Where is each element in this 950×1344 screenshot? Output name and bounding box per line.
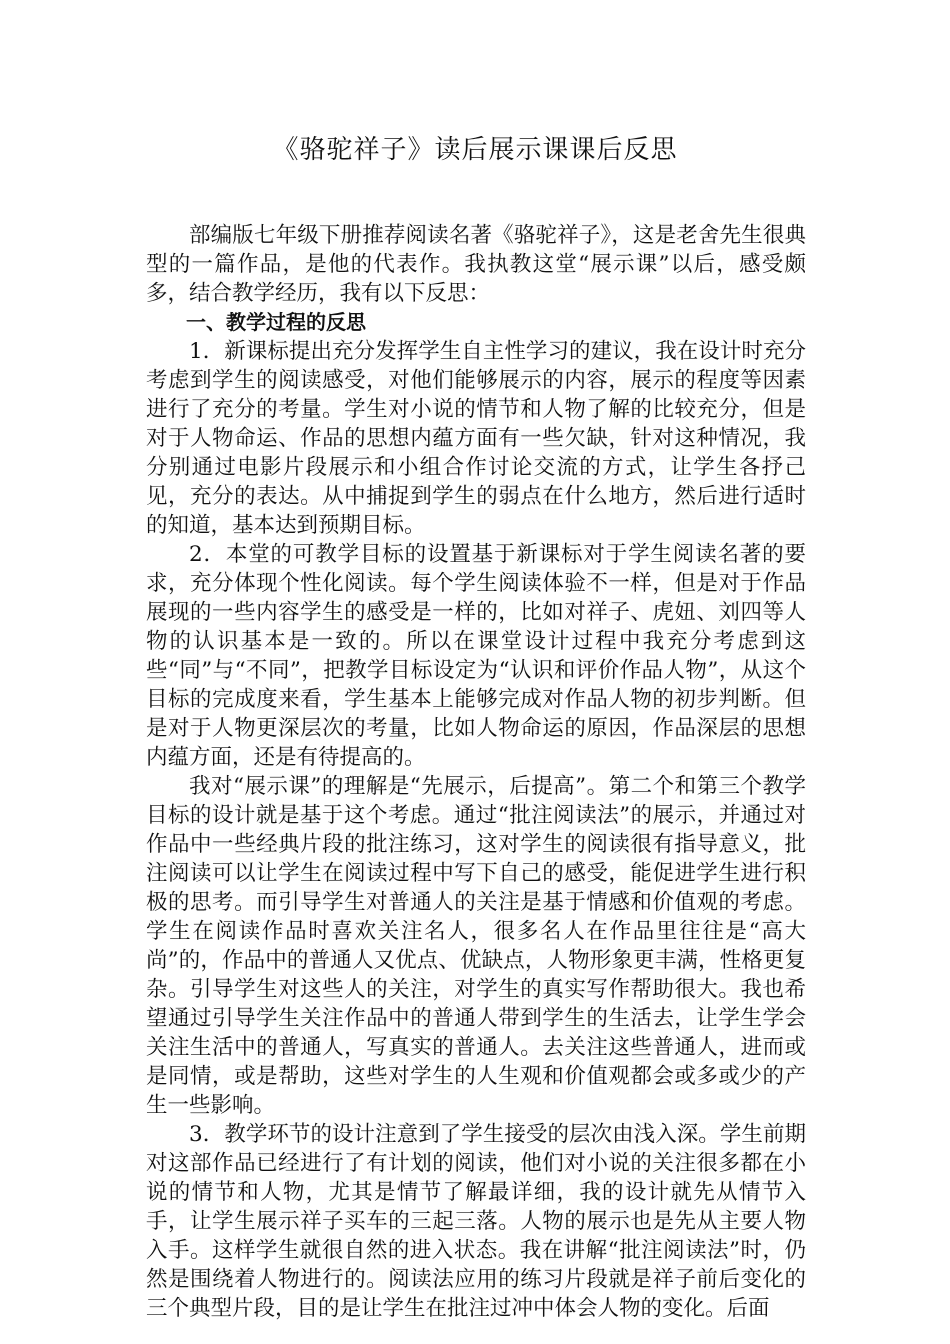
intro-paragraph: 部编版七年级下册推荐阅读名著《骆驼祥子》，这是老舍先生很典型的一篇作品，是他的代表作。我执教这堂“展示课”以后，感受颇多，结合教学经历，我有以下反思： <box>146 223 806 306</box>
section-heading: 一、教学过程的反思 <box>186 310 366 334</box>
body-paragraph-2: 2．本堂的可教学目标的设置基于新课标对于学生阅读名著的要求，充分体现个性化阅读。每个学生阅读体验不一样，但是对于作品展现的一些内容学生的感受是一样的，比如对祥子、虎妞、刘四等人物的认识基本是一致的。所以在课堂设计过程中我充分考虑到这些“同”与“不同”，把教学目标设定为“认识和评价作品人物”，从这个目标的完成度来看，学生基本上能够完成对作品人物的初步判断。但是对于人物更深层次的考量，比如人物命运的原因，作品深层的思想内蕴方面，还是有待提高的。 <box>146 542 806 770</box>
body-paragraph-1: 1．新课标提出充分发挥学生自主性学习的建议，我在设计时充分考虑到学生的阅读感受，对他们能够展示的内容，展示的程度等因素进行了充分的考量。学生对小说的情节和人物了解的比较充分，但是对于人物命运、作品的思想内蕴方面有一些欠缺，针对这种情况，我分别通过电影片段展示和小组合作讨论交流的方式，让学生各抒己见，充分的表达。从中捕捉到学生的弱点在什么地方，然后进行适时的知道，基本达到预期目标。 <box>146 339 806 538</box>
body-paragraph-4: 3．教学环节的设计注意到了学生接受的层次由浅入深。学生前期对这部作品已经进行了有计划的阅读，他们对小说的关注很多都在小说的情节和人物，尤其是情节了解最详细，我的设计就先从情节入手，让学生展示祥子买车的三起三落。人物的展示也是先从主要人物入手。这样学生就很自然的进入状态。我在讲解“批注阅读法”时，仍然是围绕着人物进行的。阅读法应用的练习片段就是祥子前后变化的三个典型片段，目的是让学生在批注过冲中体会人物的变化。后面 <box>146 1122 806 1321</box>
document-body <box>146 221 806 1323</box>
document-title: 《骆驼祥子》读后展示课课后反思 <box>272 135 678 165</box>
body-paragraph-3: 我对“展示课”的理解是“先展示，后提高”。第二个和第三个教学目标的设计就是基于这个考虑。通过“批注阅读法”的展示，并通过对作品中一些经典片段的批注练习，这对学生的阅读很有指导意义，批注阅读可以让学生在阅读过程中写下自己的感受，能促进学生进行积极的思考。而引导学生对普通人的关注是基于情感和价值观的考虑。学生在阅读作品时喜欢关注名人，很多名人在作品里往往是“高大尚”的，作品中的普通人又优点、优缺点，人物形象更丰满，性格更复杂。引导学生对这些人的关注，对学生的真实写作帮助很大。我也希望通过引导学生关注作品中的普通人带到学生的生活去，让学生学会关注生活中的普通人，写真实的普通人。去关注这些普通人，进而或是同情，或是帮助，这些对学生的人生观和价值观都会或多或少的产生一些影响。 <box>146 774 806 1118</box>
